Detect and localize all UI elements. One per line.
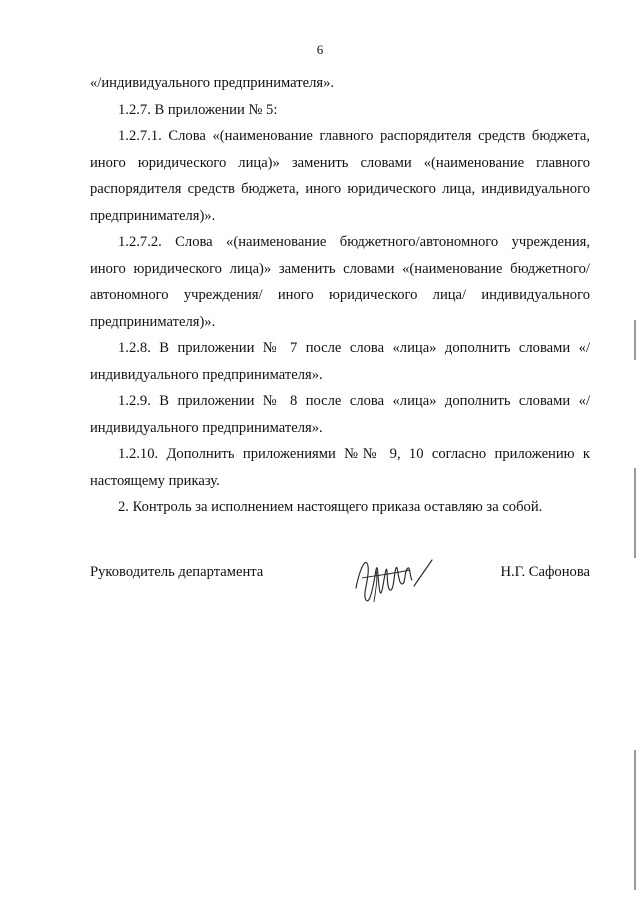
scan-edge-mark	[634, 750, 636, 890]
signatory-position: Руководитель департамента	[90, 564, 264, 580]
handwritten-signature	[348, 548, 438, 610]
paragraph-1-2-7-2: 1.2.7.2. Слова «(наименование бюджетного/автономного учреждения, иного юридического лица)» заменить словами «(наименование бюджетного/автономного учреждения/ иного юридического лица/ индивидуального предпринимателя)».	[90, 234, 590, 330]
signature-block	[90, 548, 590, 608]
paragraph-1-2-8: 1.2.8. В приложении № 7 после слова «лица» дополнить словами «/индивидуального предпринимателя».	[90, 340, 590, 383]
scan-edge-mark	[634, 468, 636, 558]
paragraph-1-2-7-1: 1.2.7.1. Слова «(наименование главного распорядителя средств бюджета, иного юридического лица)» заменить словами «(наименование главного распорядителя средств бюджета, иного юридического лица, индивидуального предпринимателя)».	[90, 128, 590, 224]
paragraph-1-2-9: 1.2.9. В приложении № 8 после слова «лица» дополнить словами «/индивидуального предпринимателя».	[90, 393, 590, 436]
document-body	[90, 70, 590, 521]
scan-edge-mark	[634, 320, 636, 360]
paragraph-continuation: «/индивидуального предпринимателя».	[90, 75, 335, 91]
paragraph-1-2-7: 1.2.7. В приложении № 5:	[118, 101, 278, 118]
paragraph-1-2-10: 1.2.10. Дополнить приложениями №№ 9, 10 согласно приложению к настоящему приказу.	[90, 446, 590, 489]
page-number: 6	[316, 42, 324, 57]
signatory-name: Н.Г. Сафонова	[500, 564, 590, 580]
paragraph-2: 2. Контроль за исполнением настоящего приказа оставляю за собой.	[118, 499, 543, 515]
